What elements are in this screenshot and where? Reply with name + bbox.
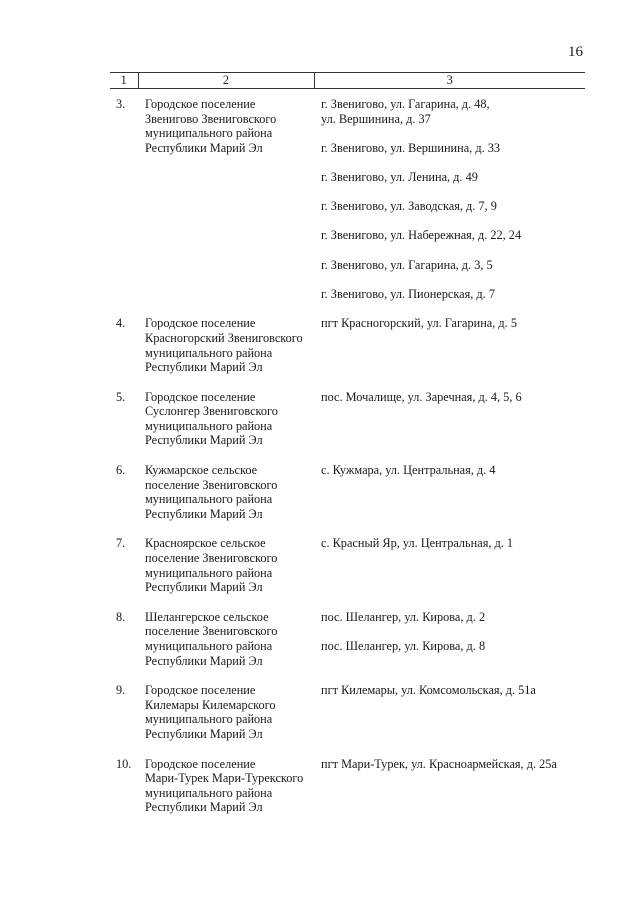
settlement-name-line: муниципального района: [145, 639, 273, 653]
row-number: 8.: [116, 609, 126, 624]
row-number: 7.: [116, 536, 126, 551]
table-header: [110, 73, 585, 89]
address-line: пос. Мочалище, ул. Заречная, д. 4, 5, 6: [321, 389, 522, 404]
settlement-name-line: Республики Марий Эл: [145, 360, 263, 375]
settlement-name-line: поселение Звениговского: [145, 551, 278, 566]
address-line: пгт Мари-Турек, ул. Красноармейская, д. 25а: [321, 756, 557, 771]
row-number-cell: [110, 742, 138, 815]
table-row: [110, 375, 585, 448]
address-entry: [321, 258, 585, 273]
settlement-name-line: Килемары Килемарского: [145, 697, 276, 712]
row-number-cell: [110, 595, 138, 668]
address-cell: [314, 375, 585, 448]
settlement-name-line: Городское поселение: [145, 389, 256, 404]
row-number: 5.: [116, 389, 126, 404]
table-header-row: [110, 73, 585, 89]
settlement-name-cell: [138, 448, 314, 521]
settlement-name-cell: [138, 668, 314, 741]
settlement-name-cell: [138, 521, 314, 594]
row-number-cell: [110, 375, 138, 448]
address-entry: [321, 610, 585, 625]
address-cell: [314, 448, 585, 521]
settlement-name-line: Республики Марий Эл: [145, 433, 263, 448]
address-line: г. Звенигово, ул. Заводская, д. 7, 9: [321, 199, 497, 214]
settlement-name-line: муниципального района: [145, 565, 273, 580]
row-number: 10.: [116, 756, 132, 771]
row-number: 9.: [116, 683, 126, 698]
address-line: пгт Красногорский, ул. Гагарина, д. 5: [321, 316, 517, 331]
address-entry: [321, 170, 585, 185]
settlement-name-line: Городское поселение: [145, 683, 256, 698]
column-header-3: 3: [314, 73, 585, 89]
settlement-name-cell: [138, 301, 314, 374]
address-cell: [314, 595, 585, 668]
address-cell: [314, 742, 585, 815]
settlement-name-line: Республики Марий Эл: [145, 800, 263, 815]
settlement-name-cell: [138, 375, 314, 448]
address-entry: [321, 639, 585, 654]
settlement-name-cell: [138, 742, 314, 815]
address-entry: [321, 287, 585, 302]
table-row: [110, 595, 585, 668]
address-cell: [314, 521, 585, 594]
column-header-1: 1: [110, 73, 138, 89]
settlement-name-line: муниципального района: [145, 712, 273, 727]
address-line: г. Звенигово, ул. Ленина, д. 49: [321, 169, 478, 184]
settlement-name-line: муниципального района: [145, 345, 273, 360]
table-row: [110, 668, 585, 741]
address-line: г. Звенигово, ул. Набережная, д. 22, 24: [321, 228, 522, 243]
address-entry: [321, 199, 585, 214]
address-line: с. Красный Яр, ул. Центральная, д. 1: [321, 536, 514, 551]
address-entry: [321, 683, 585, 698]
settlement-name-line: Республики Марий Эл: [145, 140, 263, 155]
settlement-name-line: Республики Марий Эл: [145, 726, 263, 741]
settlement-name-line: Мари-Турек Мари-Турекского: [145, 771, 304, 786]
settlement-name-line: муниципального района: [145, 126, 273, 141]
row-number-cell: [110, 301, 138, 374]
settlement-name-line: Городское поселение: [145, 316, 256, 331]
table-row: [110, 89, 585, 302]
document-table: [110, 72, 585, 815]
table-body: [110, 89, 585, 815]
row-number: 6.: [116, 463, 126, 478]
address-entry: [321, 228, 585, 243]
settlement-name-line: Звенигово Звениговского: [145, 111, 277, 126]
address-cell: [314, 668, 585, 741]
settlement-name-line: Городское поселение: [145, 756, 256, 771]
settlement-name-line: поселение Звениговского: [145, 477, 278, 492]
address-cell: [314, 89, 585, 302]
settlement-name-line: Городское поселение: [145, 97, 256, 111]
settlement-name-line: Красногорский Звениговского: [145, 330, 303, 345]
address-line: пгт Килемары, ул. Комсомольская, д. 51а: [321, 683, 536, 698]
address-entry: [321, 536, 585, 551]
address-entry: [321, 757, 585, 772]
address-line: пос. Шелангер, ул. Кирова, д. 2: [321, 609, 486, 624]
settlement-name-cell: [138, 595, 314, 668]
address-cell: [314, 301, 585, 374]
row-number-cell: [110, 521, 138, 594]
row-number-cell: [110, 89, 138, 302]
address-line: ул. Вершинина, д. 37: [321, 111, 431, 126]
row-number: 3.: [116, 97, 126, 111]
row-number: 4.: [116, 316, 126, 331]
table-row: [110, 301, 585, 374]
address-line: г. Звенигово, ул. Гагарина, д. 48,: [321, 97, 490, 111]
table-row: [110, 448, 585, 521]
table-row: [110, 742, 585, 815]
settlement-name-line: поселение Звениговского: [145, 624, 278, 639]
address-entry: [321, 390, 585, 405]
settlement-name-line: Республики Марий Эл: [145, 580, 263, 595]
address-line: г. Звенигово, ул. Пионерская, д. 7: [321, 286, 495, 301]
address-line: пос. Шелангер, ул. Кирова, д. 8: [321, 639, 486, 653]
settlement-name-line: муниципального района: [145, 492, 273, 507]
page-number: 16: [568, 44, 583, 60]
table-row: [110, 521, 585, 594]
settlement-name-line: Шелангерское сельское: [145, 609, 269, 624]
settlement-name-line: Республики Марий Эл: [145, 653, 263, 668]
settlement-name-cell: [138, 89, 314, 302]
column-header-2: 2: [138, 73, 314, 89]
settlement-name-line: Республики Марий Эл: [145, 506, 263, 521]
address-entry: [321, 141, 585, 156]
address-line: г. Звенигово, ул. Гагарина, д. 3, 5: [321, 257, 493, 272]
settlement-name-line: Красноярское сельское: [145, 536, 266, 551]
row-number-cell: [110, 448, 138, 521]
address-entry: [321, 463, 585, 478]
address-line: с. Кужмара, ул. Центральная, д. 4: [321, 463, 496, 478]
address-entry: [321, 316, 585, 331]
address-line: г. Звенигово, ул. Вершинина, д. 33: [321, 140, 501, 155]
row-number-cell: [110, 668, 138, 741]
settlement-name-line: Суслонгер Звениговского: [145, 404, 278, 419]
address-entry: [321, 97, 585, 126]
settlement-name-line: Кужмарское сельское: [145, 463, 258, 478]
settlement-name-line: муниципального района: [145, 418, 273, 433]
settlement-name-line: муниципального района: [145, 785, 273, 800]
